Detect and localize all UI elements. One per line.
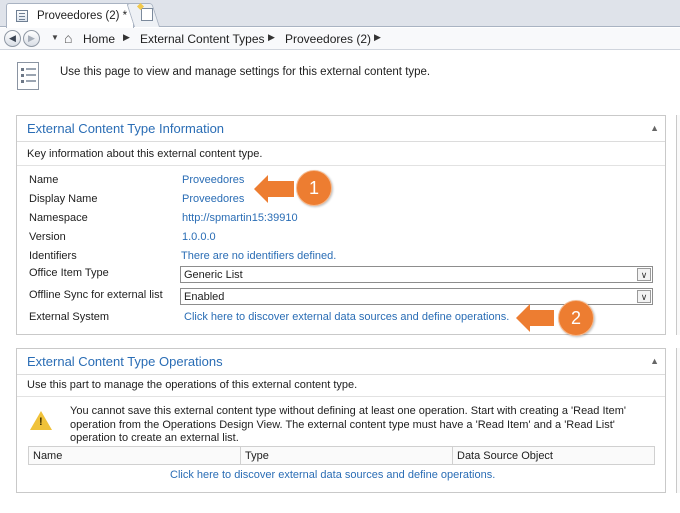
- tab-label: Proveedores (2) *: [37, 10, 128, 22]
- home-icon: ⌂: [64, 30, 73, 46]
- version-value[interactable]: 1.0.0.0: [182, 231, 216, 243]
- column-header-name[interactable]: Name: [29, 447, 241, 464]
- office-item-type-label: Office Item Type: [29, 267, 109, 279]
- office-item-type-select[interactable]: [180, 266, 653, 283]
- identifiers-value[interactable]: There are no identifiers defined.: [181, 250, 337, 262]
- info-panel-header: [17, 116, 665, 142]
- info-panel-description: Key information about this external content type.: [27, 148, 263, 160]
- operations-table-header: [28, 446, 655, 465]
- name-label: Name: [29, 174, 59, 186]
- callout-arrow-1: [268, 181, 294, 197]
- external-system-label: External System: [29, 311, 110, 323]
- back-icon[interactable]: ◀: [4, 30, 21, 47]
- collapse-icon[interactable]: ▲: [650, 356, 659, 366]
- version-label: Version: [29, 231, 66, 243]
- adjacent-panel-edge: [676, 115, 680, 335]
- identifiers-label: Identifiers: [29, 250, 77, 262]
- column-header-type[interactable]: Type: [241, 447, 453, 464]
- external-system-link[interactable]: Click here to discover external data sources and define operations.: [184, 311, 510, 323]
- namespace-value[interactable]: http://spmartin15:39910: [182, 212, 298, 224]
- operations-panel-title: External Content Type Operations: [27, 354, 223, 369]
- name-value[interactable]: Proveedores: [182, 174, 245, 186]
- forward-icon[interactable]: ▶: [23, 30, 40, 47]
- warning-icon: !: [30, 411, 52, 430]
- tab-strip: [0, 0, 680, 27]
- operations-panel-header: [17, 349, 665, 375]
- divider: [17, 396, 665, 397]
- office-item-type-value: Generic List: [184, 269, 243, 281]
- dropdown-icon[interactable]: ∨: [637, 290, 651, 303]
- offline-sync-value: Enabled: [184, 291, 225, 303]
- chevron-right-icon: ▶: [123, 32, 130, 42]
- page-intro: Use this page to view and manage settings for this external content type.: [60, 66, 431, 78]
- callout-badge-1: 1: [296, 170, 332, 206]
- divider: [17, 165, 665, 166]
- info-panel-title: External Content Type Information: [27, 121, 225, 136]
- display-name-label: Display Name: [29, 193, 98, 205]
- document-icon: [16, 10, 28, 22]
- namespace-label: Namespace: [29, 212, 88, 224]
- adjacent-panel-edge: [676, 348, 680, 493]
- breadcrumb-external-content-types[interactable]: External Content Types: [140, 32, 265, 46]
- breadcrumb: [0, 28, 680, 50]
- callout-arrow-2: [530, 310, 554, 326]
- chevron-right-icon: ▶: [268, 32, 275, 42]
- column-header-data-source-object[interactable]: Data Source Object: [457, 450, 553, 462]
- breadcrumb-current[interactable]: Proveedores (2): [285, 32, 372, 46]
- display-name-value[interactable]: Proveedores: [182, 193, 245, 205]
- operations-panel-description: Use this part to manage the operations of this external content type.: [27, 379, 358, 391]
- tab-proveedores[interactable]: [6, 3, 134, 28]
- callout-badge-2: 2: [558, 300, 594, 336]
- new-tab-icon: [141, 8, 153, 21]
- dropdown-icon[interactable]: ∨: [637, 268, 651, 281]
- history-dropdown-icon[interactable]: ▼: [51, 33, 59, 42]
- document-icon: [17, 62, 39, 90]
- chevron-right-icon: ▶: [374, 32, 381, 42]
- warning-message: You cannot save this external content type without defining at least one operation. Start with creating a 'Read Item' operation from the Operations Design View. The external content type must have a 'Read Item' and a 'Read List' operation to create an external list.: [70, 405, 626, 444]
- collapse-icon[interactable]: ▲: [650, 123, 659, 133]
- discover-operations-link[interactable]: Click here to discover external data sources and define operations.: [170, 469, 496, 481]
- offline-sync-label: Offline Sync for external list: [29, 289, 163, 301]
- breadcrumb-home[interactable]: Home: [83, 32, 116, 46]
- operations-panel: [16, 348, 666, 493]
